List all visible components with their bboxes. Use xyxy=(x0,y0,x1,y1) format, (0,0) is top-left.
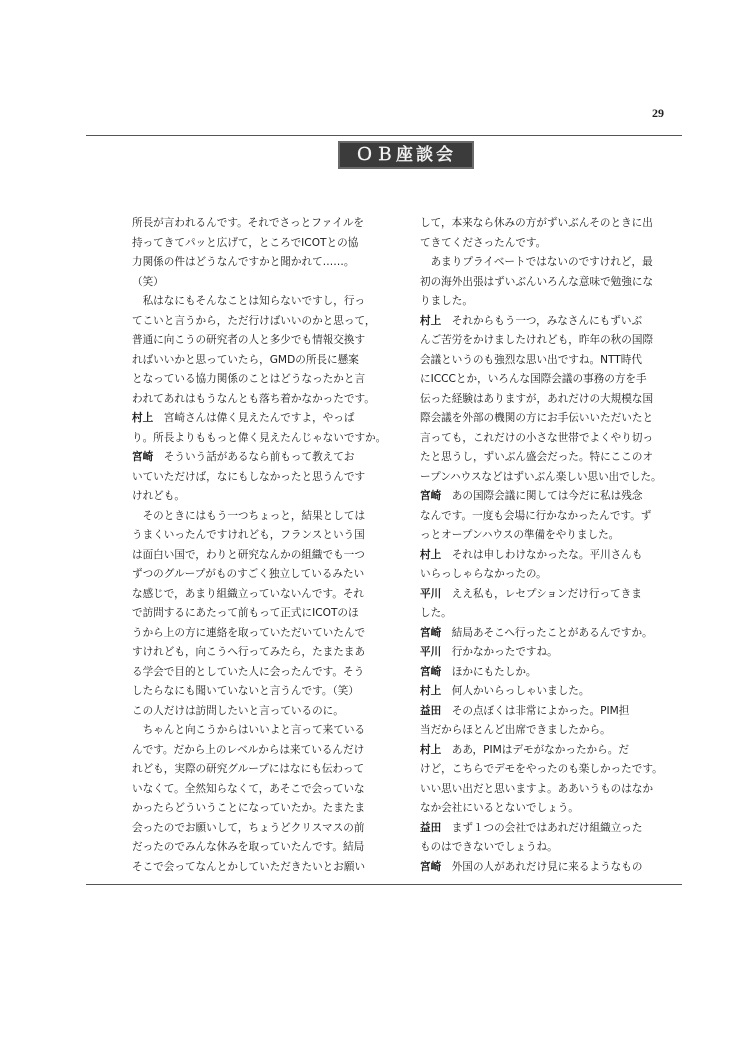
text-line xyxy=(420,448,682,468)
text-line xyxy=(132,721,394,741)
text-line xyxy=(420,819,682,839)
text-line xyxy=(420,624,682,644)
speaker-name: 益田 xyxy=(420,821,442,834)
line-text: 外国の人があれだけ見に来るようなもの xyxy=(441,860,643,873)
text-line xyxy=(132,253,394,273)
line-text: 持ってきてパッと広げて，ところでICOTとの協 xyxy=(132,236,359,249)
text-line xyxy=(132,429,394,449)
text-line xyxy=(420,292,682,312)
text-line xyxy=(132,819,394,839)
line-text: にICCCとか，いろんな国際会議の事務の方を手 xyxy=(420,373,647,385)
text-line xyxy=(132,760,394,780)
text-line xyxy=(132,565,394,585)
text-line xyxy=(132,624,394,644)
line-text: なんです。一度も会場に行かなかったんです。ず xyxy=(420,509,652,522)
text-line xyxy=(420,487,682,507)
speaker-name: 益田 xyxy=(420,704,442,717)
line-text: っとオープンハウスの準備をやりました。 xyxy=(420,529,620,541)
line-text: すけれども，向こうへ行ってみたら，たまたまあ xyxy=(132,646,366,658)
line-text: （笑） xyxy=(132,275,164,288)
line-text: ちゃんと向こうからはいいよと言って来ている xyxy=(132,724,366,736)
text-line xyxy=(132,682,394,702)
speaker-name: 宮崎 xyxy=(420,860,442,873)
line-text: うから上の方に連絡を取っていただいていたんで xyxy=(132,626,366,639)
text-line xyxy=(132,858,394,878)
text-line xyxy=(132,390,394,410)
line-text: われてあれはもうなんとも落ち着かなかったです。 xyxy=(132,392,375,405)
line-text: で訪問するにあたって前もって正式にICOTのほ xyxy=(132,607,359,619)
text-line xyxy=(420,565,682,585)
text-line xyxy=(132,234,394,254)
text-line xyxy=(132,643,394,663)
right-text-column xyxy=(420,214,682,877)
text-line xyxy=(420,370,682,390)
text-line xyxy=(420,409,682,429)
text-line xyxy=(420,390,682,410)
line-text: んご苦労をかけましたけれども，昨年の秋の国際 xyxy=(420,334,654,346)
line-text: は面白い国で，わりと研究なんかの組織でも一つ xyxy=(132,548,365,561)
line-text: ええ私も，レセプションだけ行ってきま xyxy=(441,587,642,600)
line-text: 初の海外出張はずいぶんいろんな意味で勉強にな xyxy=(420,275,654,288)
line-text: りました。 xyxy=(420,295,473,307)
text-line xyxy=(132,214,394,234)
line-text: 結局あそこへ行ったことがあるんですか。 xyxy=(441,626,653,639)
text-line xyxy=(420,741,682,761)
line-text: てこいと言うから，ただ行けばいいのかと思って， xyxy=(132,314,376,327)
footer-rule xyxy=(86,884,682,885)
line-text: その点ぼくは非常によかった。PIM担 xyxy=(441,704,630,717)
line-text: けれども。 xyxy=(132,490,185,502)
line-text: まず１つの会社ではあれだけ組織立った xyxy=(441,821,643,834)
line-text: 普通に向こうの研究者の人と多少でも情報交換す xyxy=(132,334,366,346)
text-line xyxy=(132,351,394,371)
line-text: ものはできないでしょうね。 xyxy=(420,841,558,853)
line-text: たと思うし，ずいぶん盛会だった。特にここのオ xyxy=(420,451,654,463)
text-line xyxy=(420,858,682,878)
line-text: てきてくださったんです。 xyxy=(420,236,547,249)
text-line xyxy=(420,721,682,741)
line-text: そのときにはもう一つちょっと，結果としては xyxy=(132,509,366,522)
text-line xyxy=(132,331,394,351)
text-line xyxy=(420,429,682,449)
speaker-name: 村上 xyxy=(420,314,442,327)
text-line xyxy=(132,468,394,488)
line-text: る学会で目的としていた人に会ったんです。そう xyxy=(132,665,365,678)
text-line xyxy=(132,370,394,390)
speaker-name: 宮崎 xyxy=(420,626,442,639)
text-line xyxy=(420,643,682,663)
line-text: した。 xyxy=(420,607,452,619)
text-line xyxy=(132,780,394,800)
line-text: それからもう一つ，みなさんにもずいぶ xyxy=(441,314,643,327)
line-text: な感じで，あまり組織立っていないんです。それ xyxy=(132,587,365,600)
line-text: うまくいったんですけれども，フランスという国 xyxy=(132,529,365,541)
line-text: ああ，PIMはデモがなかったから。だ xyxy=(441,743,629,756)
text-line xyxy=(420,273,682,293)
line-text: いていただけば，なにもしなかったと思うんです xyxy=(132,470,366,483)
line-text: あの国際会議に関しては今だに私は残念 xyxy=(441,490,643,502)
line-text: だったのでみんな休みを取っていたんです。結局 xyxy=(132,841,365,853)
text-line xyxy=(420,253,682,273)
line-text: り。所長よりももっと偉く見えたんじゃないですか。 xyxy=(132,431,387,444)
line-text: ープンハウスなどはずいぶん楽しい思い出でした。 xyxy=(420,470,662,483)
text-line xyxy=(132,487,394,507)
text-line xyxy=(420,468,682,488)
text-line xyxy=(420,604,682,624)
line-text: 伝った経験はありますが，あれだけの大規模な国 xyxy=(420,392,654,405)
text-line xyxy=(132,312,394,332)
text-line xyxy=(420,663,682,683)
text-line xyxy=(132,838,394,858)
line-text: いい思い出だと思いますよ。ああいうものはなか xyxy=(420,782,654,795)
line-text: れども，実際の研究グループにはなにも伝わって xyxy=(132,763,365,775)
line-text: 宮崎さんは偉く見えたんですよ，やっぱ xyxy=(153,412,355,424)
line-text: 会議というのも強烈な思い出ですね。NTT時代 xyxy=(420,353,642,366)
text-line xyxy=(132,663,394,683)
line-text: そこで会ってなんとかしていただきたいとお願い xyxy=(132,860,366,873)
text-line xyxy=(132,741,394,761)
line-text: して，本来なら休みの方がずいぶんそのときに出 xyxy=(420,217,653,229)
line-text: いなくて。全然知らなくて，あそこで会っていな xyxy=(132,782,365,795)
page-number: 29 xyxy=(652,106,664,120)
text-line xyxy=(420,780,682,800)
speaker-name: 村上 xyxy=(132,412,154,424)
line-text: ずつのグループがものすごく独立しているみたい xyxy=(132,568,365,580)
text-line xyxy=(420,799,682,819)
line-text: ほかにもたしか。 xyxy=(441,665,537,678)
line-text: ればいいかと思っていたら，GMDの所長に懸案 xyxy=(132,353,359,366)
line-text: それは申しわけなかったな。平川さんも xyxy=(441,548,643,561)
text-line xyxy=(420,682,682,702)
line-text: かったらどういうことになっていたか。たまたま xyxy=(132,802,366,814)
text-line xyxy=(420,331,682,351)
line-text: んです。だから上のレベルからは来ているんだけ xyxy=(132,743,365,756)
left-text-column xyxy=(132,214,394,877)
text-line xyxy=(420,214,682,234)
line-text: 所長が言われるんです。それでさっとファイルを xyxy=(132,217,365,229)
section-title-banner: ＯＢ座談会 xyxy=(338,141,474,169)
line-text: 何人かいらっしゃいました。 xyxy=(441,685,590,697)
text-line xyxy=(132,702,394,722)
text-line xyxy=(420,507,682,527)
speaker-name: 宮崎 xyxy=(420,665,442,678)
text-line xyxy=(420,312,682,332)
text-line xyxy=(420,702,682,722)
line-text: したらなにも聞いていないと言うんです。（笑） xyxy=(132,685,359,697)
speaker-name: 村上 xyxy=(420,743,442,756)
speaker-name: 平川 xyxy=(420,587,442,600)
line-text: あまりプライベートではないのですけれど，最 xyxy=(420,256,653,268)
text-line xyxy=(420,585,682,605)
text-line xyxy=(420,526,682,546)
text-line xyxy=(132,409,394,429)
speaker-name: 村上 xyxy=(420,685,442,697)
text-line xyxy=(132,507,394,527)
line-text: 私はなにもそんなことは知らないですし，行っ xyxy=(132,295,366,307)
text-line xyxy=(132,585,394,605)
text-line xyxy=(132,604,394,624)
line-text: となっている協力関係のことはどうなったかと言 xyxy=(132,373,366,385)
text-line xyxy=(420,351,682,371)
speaker-name: 村上 xyxy=(420,548,442,561)
text-line xyxy=(132,799,394,819)
line-text: そういう話があるなら前もって教えてお xyxy=(153,451,355,463)
text-line xyxy=(420,234,682,254)
line-text: 行かなかったですね。 xyxy=(441,646,558,658)
line-text: なか会社にいるとないでしょう。 xyxy=(420,802,579,814)
text-line xyxy=(420,546,682,566)
line-text: この人だけは訪問したいと言っているのに。 xyxy=(132,704,344,717)
text-line xyxy=(420,838,682,858)
speaker-name: 宮崎 xyxy=(420,490,442,502)
text-line xyxy=(132,546,394,566)
text-line xyxy=(420,760,682,780)
header-rule xyxy=(86,135,682,136)
line-text: 言っても，これだけの小さな世帯でよくやり切っ xyxy=(420,431,654,444)
line-text: 力関係の件はどうなんですかと聞かれて……。 xyxy=(132,256,355,268)
line-text: いらっしゃらなかったの。 xyxy=(420,568,547,580)
text-line xyxy=(132,526,394,546)
line-text: 当だからほとんど出席できましたから。 xyxy=(420,724,611,736)
line-text: けど，こちらでデモをやったのも楽しかったです。 xyxy=(420,763,663,775)
line-text: 際会議を外部の機関の方にお手伝いいただいたと xyxy=(420,412,654,424)
text-line xyxy=(132,448,394,468)
speaker-name: 宮崎 xyxy=(132,451,154,463)
line-text: 会ったのでお願いして，ちょうどクリスマスの前 xyxy=(132,821,365,834)
speaker-name: 平川 xyxy=(420,646,442,658)
text-line xyxy=(132,292,394,312)
text-line xyxy=(132,273,394,293)
